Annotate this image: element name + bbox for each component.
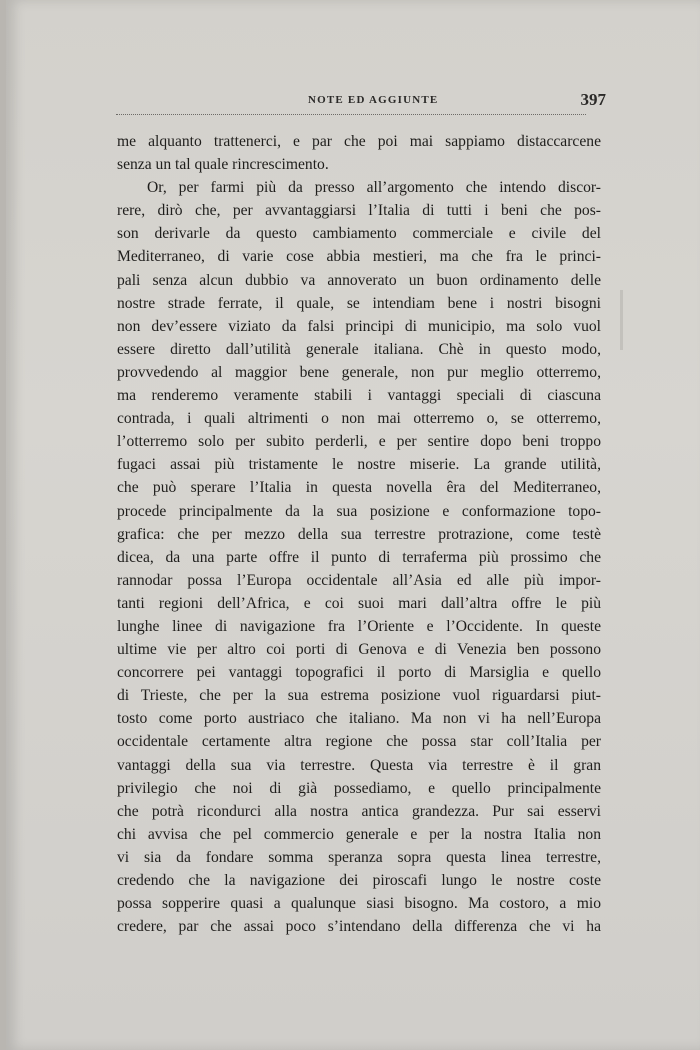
- text-line: Or, per farmi più da presso all’argomento che intendo discor-: [147, 179, 601, 197]
- text-line: privilegio che noi di già possediamo, e quello principalmente: [117, 779, 601, 797]
- page-header: [116, 88, 606, 118]
- text-line: credendo che la navigazione dei piroscafi lungo le nostre coste: [117, 872, 601, 889]
- text-line: vi sia da fondare somma speranza sopra questa linea terrestre,: [117, 848, 601, 866]
- text-line: concorrere pei vantaggi topografici il porto di Marsiglia e quello: [117, 664, 601, 682]
- running-title: NOTE ED AGGIUNTE: [308, 94, 439, 106]
- text-line: pali senza alcun dubbio va annoverato un buon ordinamento delle: [117, 271, 601, 289]
- text-line: dicea, da una parte offre il punto di terraferma più prossimo che: [117, 548, 601, 566]
- text-line: occidentale certamente altra regione che possa star coll’Italia per: [117, 733, 601, 751]
- text-line: tanti regioni dell’Africa, e coi suoi mari dall’altra offre le più: [117, 594, 601, 612]
- text-line: nostre strade ferrate, il quale, se intendiam bene i nostri bisogni: [117, 294, 601, 312]
- text-line: fugaci assai più tristamente le nostre miserie. La grande utilità,: [117, 456, 601, 474]
- text-line: tosto come porto austriaco che italiano. Ma non vi ha nell’Europa: [117, 710, 601, 728]
- page-edge-mark: [620, 290, 623, 350]
- text-line: l’otterremo solo per subito perderli, e per sentire dopo beni troppo: [117, 433, 601, 451]
- header-rule: [116, 114, 586, 115]
- text-line: che potrà ricondurci alla nostra antica grandezza. Pur sai esservi: [117, 802, 601, 820]
- text-line: di Trieste, che per la sua estrema posizione vuol riguardarsi piut-: [117, 687, 601, 705]
- body-text: [117, 130, 601, 938]
- text-line: son derivarle da questo cambiamento commerciale e civile del: [117, 225, 601, 243]
- text-line: procede principalmente da la sua posizione e conformazione topo-: [117, 502, 601, 520]
- text-line: ultime vie per altro coi porti di Genova e di Venezia ben possono: [117, 641, 601, 659]
- text-line: credere, par che assai poco s’intendano della differenza che vi ha: [117, 918, 601, 936]
- text-line: grafica: che per mezzo della sua terrestre protrazione, come testè: [117, 525, 601, 543]
- text-line: rere, dirò che, per avvantaggiarsi l’Italia di tutti i beni che pos-: [117, 202, 601, 220]
- text-line: me alquanto trattenerci, e par che poi mai sappiamo distaccarcene: [117, 133, 601, 150]
- text-line: senza un tal quale rincrescimento.: [117, 156, 329, 174]
- text-line: non dev’essere viziato da falsi principi di municipio, ma solo vuol: [117, 317, 601, 335]
- text-line: vantaggi della sua via terrestre. Questa via terrestre è il gran: [117, 756, 601, 774]
- text-line: provvedendo al maggior bene generale, non pur meglio otterremo,: [117, 363, 601, 381]
- text-line: lunghe linee di navigazione fra l’Oriente e l’Occidente. In queste: [117, 617, 601, 635]
- text-line: Mediterraneo, di varie cose abbia mestieri, ma che fra le princi-: [117, 248, 601, 266]
- text-line: contrada, i quali altrimenti o non mai otterremo o, se otterremo,: [117, 410, 601, 428]
- page-number: 397: [580, 90, 606, 109]
- text-line: chi avvisa che pel commercio generale e per la nostra Italia non: [117, 825, 601, 843]
- text-line: ma renderemo veramente stabili i vantaggi speciali di ciascuna: [117, 387, 601, 405]
- text-line: che può sperare l’Italia in questa novella êra del Mediterraneo,: [117, 479, 601, 497]
- text-line: possa sopperire quasi a qualunque siasi bisogno. Ma costoro, a mio: [117, 895, 601, 913]
- text-line: rannodar possa l’Europa occidentale all’Asia ed alle più impor-: [117, 571, 601, 589]
- text-line: essere diretto dall’utilità generale italiana. Chè in questo modo,: [117, 340, 601, 358]
